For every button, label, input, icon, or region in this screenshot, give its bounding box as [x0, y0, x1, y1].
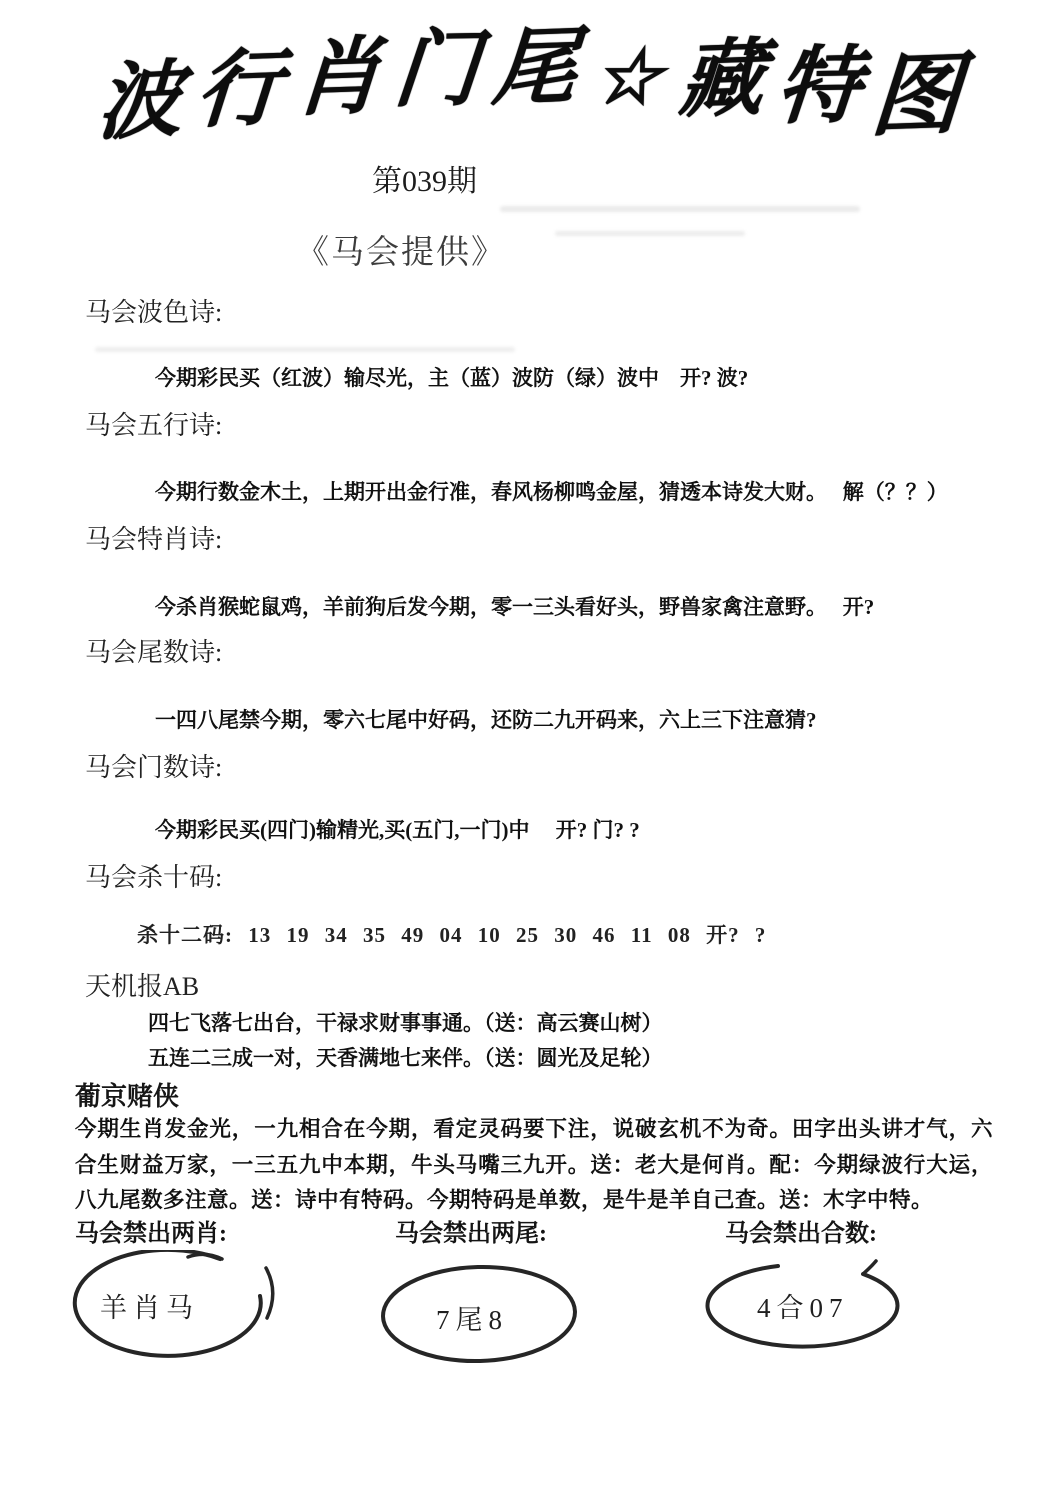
tianji-line-1: 四七飞落七出台，干禄求财事事通。（送：高云赛山树） — [148, 1011, 663, 1035]
section-label-menshu: 马会门数诗: — [85, 753, 223, 782]
section-line-bose: 今期彩民买（红波）输尽光，主（蓝）波防（绿）波中 开? 波? — [155, 366, 749, 390]
section-label-weishu: 马会尾数诗: — [85, 638, 223, 667]
provider-subtitle: 《马会提供》 — [296, 235, 506, 271]
pujing-label: 葡京赌侠 — [75, 1082, 180, 1111]
scan-smudge — [95, 347, 515, 352]
section-line-menshu: 今期彩民买(四门)输精光,买(五门,一门)中 开? 门? ? — [155, 818, 640, 842]
tianji-line-2: 五连二三成一对，天香满地七来伴。（送：圆光及足轮） — [148, 1046, 663, 1070]
section-line-wuxing: 今期行数金木土，上期开出金行准，春风杨柳鸣金屋，猜透本诗发大财。 解（？？） — [155, 480, 948, 504]
scan-smudge — [500, 206, 860, 212]
ban-zodiac-label: 马会禁出两肖: — [75, 1221, 227, 1247]
section-label-wuxing: 马会五行诗: — [85, 411, 223, 440]
ban-sum-value: 4合07 — [757, 1293, 849, 1323]
ban-tail-circle — [378, 1262, 582, 1366]
ban-sum-label: 马会禁出合数: — [725, 1221, 877, 1247]
scan-smudge — [555, 231, 745, 236]
ban-zodiac-value: 羊肖马 — [100, 1293, 199, 1323]
ban-tail-label: 马会禁出两尾: — [395, 1221, 547, 1247]
section-label-bose: 马会波色诗: — [85, 298, 223, 327]
page-title — [0, 14, 1060, 152]
page-title-text: 波 行 肖门尾 ☆ 藏特图 — [95, 20, 964, 152]
section-line-texiao: 今杀肖猴蛇鼠鸡，羊前狗后发今期，零一三头看好头，野兽家禽注意野。 开? — [155, 595, 875, 619]
kill-codes-line: 杀十二码: 13 19 34 35 49 04 10 25 30 46 11 08 开? ? — [137, 923, 767, 947]
section-line-weishu: 一四八尾禁今期，零六七尾中好码，还防二九开码来，六上三下注意猜? — [155, 708, 817, 732]
tianji-label: 天机报AB — [85, 972, 200, 1001]
ban-tail-value: 7尾8 — [436, 1305, 508, 1335]
section-label-shama: 马会杀十码: — [85, 863, 223, 892]
ban-sum-circle — [702, 1258, 906, 1354]
issue-number: 第039期 — [372, 165, 477, 198]
section-label-texiao: 马会特肖诗: — [85, 525, 223, 554]
pujing-paragraph: 今期生肖发金光，一九相合在今期，看定灵码要下注，说破玄机不为奇。田字出头讲才气，六合生财益万家，一三五九中本期，牛头马嘴三九开。送：老大是何肖。配：今期绿波行大运，八九尾数多注意。送：诗中有特码。今期特码是单数，是牛是羊自己查。送：木字中特。 — [75, 1117, 993, 1212]
ban-zodiac-circle — [70, 1250, 280, 1370]
